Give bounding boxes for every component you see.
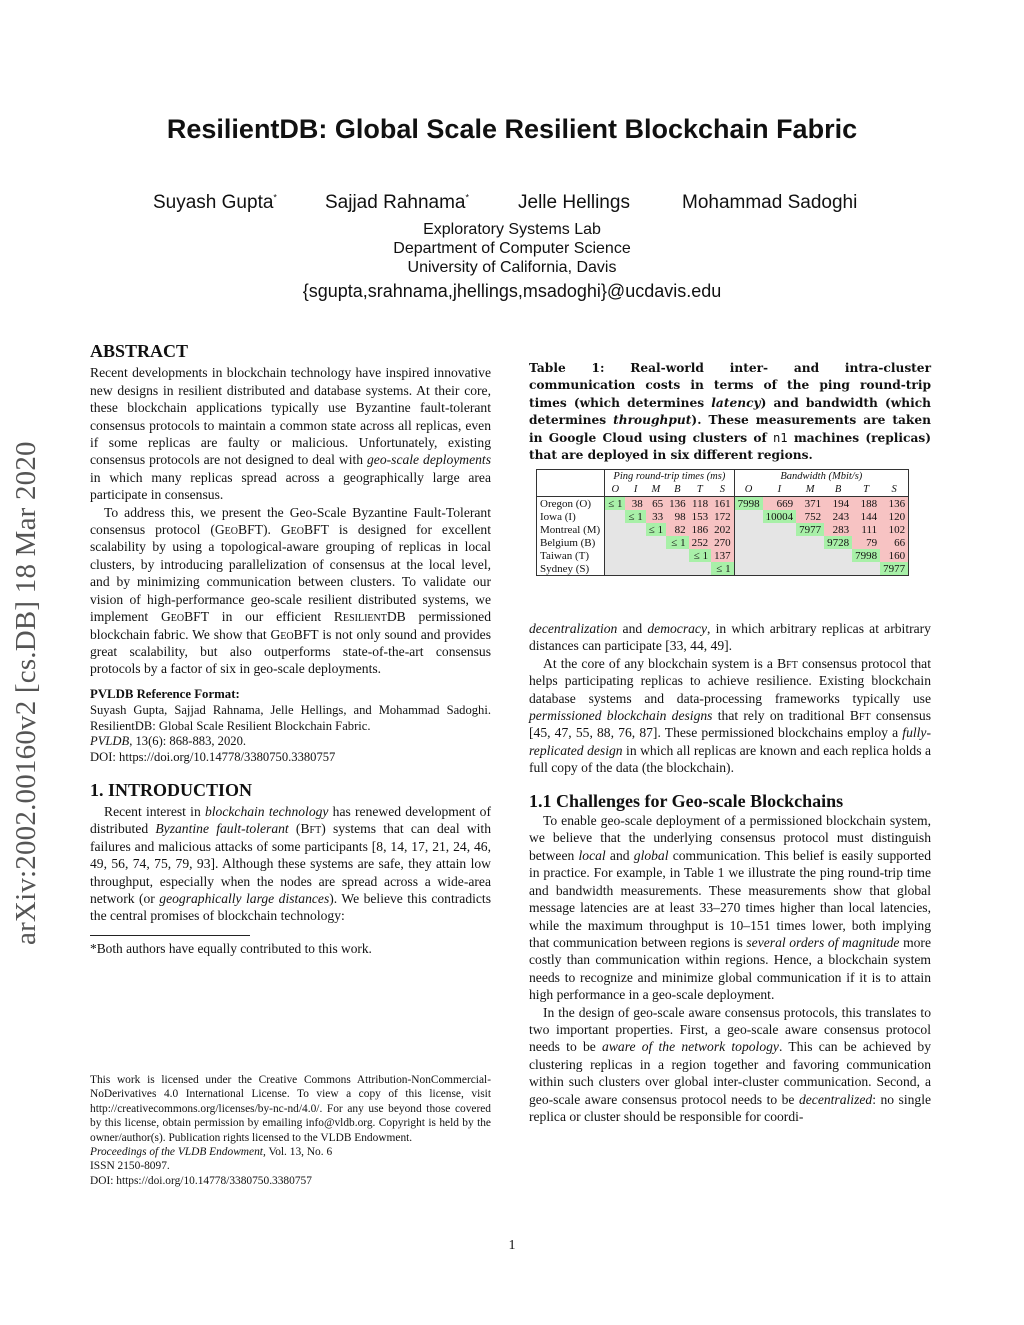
ping-cell <box>646 549 666 562</box>
ping-group-header: Ping round-trip times (ms) <box>605 470 734 484</box>
row-label: Sydney (S) <box>537 562 605 576</box>
section-1-1-heading: 1.1 Challenges for Geo-scale Blockchains <box>529 790 844 811</box>
introduction-paragraph: Recent interest in blockchain technology has renewed development of distributed Byzantine fault-tolerant (Bft) systems that can deal with failures and malicious attacks of some participants [8, 14, 17, 21, 24, 46, 49, 56, 74, 75, 79, 93]. Although these systems are safe, they attain low throughput, especially when the nodes are spread across a wide-area network (or geographically large distances). We believe this contradicts the central promises of blockchain technology: <box>90 803 491 924</box>
ping-col-header: M <box>651 484 661 495</box>
ping-cell <box>625 536 645 549</box>
ping-cell: 136 <box>666 497 689 511</box>
bandwidth-cell <box>796 549 824 562</box>
bandwidth-cell: 243 <box>824 510 852 523</box>
bandwidth-cell: 160 <box>880 549 909 562</box>
bandwidth-cell: 102 <box>880 523 909 536</box>
ping-cell: 153 <box>689 510 712 523</box>
ping-cell <box>625 562 645 576</box>
ping-cell: 98 <box>666 510 689 523</box>
ping-cell: 118 <box>689 497 712 511</box>
bandwidth-cell <box>734 549 763 562</box>
ping-cell <box>666 549 689 562</box>
bandwidth-cell: 194 <box>824 497 852 511</box>
bandwidth-cell: 144 <box>852 510 880 523</box>
ping-cell <box>666 562 689 576</box>
bandwidth-cell: 188 <box>852 497 880 511</box>
ping-cell <box>625 549 645 562</box>
author-4: Mohammad Sadoghi <box>682 192 858 213</box>
ping-cell: ≤ 1 <box>646 523 666 536</box>
ping-cell: 65 <box>646 497 666 511</box>
bandwidth-cell: 7998 <box>734 497 763 511</box>
ping-cell <box>605 523 626 536</box>
table-1 <box>536 469 909 576</box>
ping-cell <box>646 562 666 576</box>
ping-cell <box>646 536 666 549</box>
ping-cell <box>605 510 626 523</box>
pvldb-heading: PVLDB Reference Format: <box>90 686 240 701</box>
arxiv-identifier: arXiv:2002.00160v2 [cs.DB] 18 Mar 2020 <box>10 441 42 945</box>
row-label: Oregon (O) <box>537 497 605 511</box>
ping-cell: 186 <box>689 523 712 536</box>
bandwidth-cell: 79 <box>852 536 880 549</box>
bandwidth-col-header: O <box>744 484 753 495</box>
table-row <box>537 510 909 523</box>
author-2: Sajjad Rahnama* <box>325 192 469 213</box>
introduction-heading: 1. INTRODUCTION <box>90 779 253 800</box>
bandwidth-cell <box>734 523 763 536</box>
right-paragraph-1: decentralization and democracy, in which arbitrary replicas at arbitrary distances can participate [33, 44, 49]. <box>529 621 931 654</box>
right-paragraph-4: In the design of geo-scale aware consensus protocols, this translates to two important properties. First, a geo-scale aware consensus protocol needs to be aware of the network topology. This can be achieved by clustering replicas in a region together and favoring communication within such clusters over global inter-cluster communication. Second, a geo-scale aware consensus protocol needs to be decentralized: no single replica or cluster should be responsible for coordi- <box>529 1004 931 1124</box>
right-paragraph-3: To enable geo-scale deployment of a permissioned blockchain system, we believe that the underlying consensus protocol must distinguish between local and global communication. This belief is easily supported in practice. For example, in Table 1 we illustrate the ping round-trip time and bandwidth measurements. These measurements show that global message latencies are at least 33–270 times higher than local latencies, while the maximum throughput is 10–151 times lower, both implying that communication between regions is several orders of magnitude more costly than communication within regions. Hence, a blockchain system needs to recognize and minimize global communication if it is to attain high performance in a geo-scale deployment. <box>529 813 932 1003</box>
footnote: *Both authors have equally contributed to this work. <box>90 940 372 956</box>
ping-cell: ≤ 1 <box>666 536 689 549</box>
ping-cell <box>605 562 626 576</box>
ping-col-header: O <box>611 484 620 495</box>
bandwidth-cell: 136 <box>880 497 909 511</box>
bandwidth-cell: 669 <box>763 497 797 511</box>
bandwidth-cell <box>824 549 852 562</box>
bandwidth-cell: 66 <box>880 536 909 549</box>
ping-col-header: T <box>696 484 703 495</box>
ping-cell <box>605 549 626 562</box>
paper-title: ResilientDB: Global Scale Resilient Blockchain Fabric <box>166 114 858 144</box>
bandwidth-cell <box>852 562 880 576</box>
bandwidth-col-header: T <box>863 484 869 495</box>
bandwidth-cell <box>763 562 797 576</box>
table-caption: Table 1: Real-world inter- and intra-cluster communication costs in terms of the ping round-trip times (which determines latency) and bandwidth (which determines throughput). These measurements are taken in Google Cloud using clusters of n1 machines (replicas) that are deployed in six different regions. <box>529 361 931 463</box>
table-row <box>537 536 909 549</box>
bandwidth-cell: 120 <box>880 510 909 523</box>
ping-cell: ≤ 1 <box>711 562 734 576</box>
ping-cell: 172 <box>711 510 734 523</box>
bandwidth-col-header: I <box>777 484 782 495</box>
author-1: Suyash Gupta* <box>153 192 277 213</box>
page-number: 1 <box>508 1238 516 1253</box>
bandwidth-cell <box>734 562 763 576</box>
ping-col-header: B <box>674 484 681 495</box>
ping-cell: ≤ 1 <box>625 510 645 523</box>
bandwidth-cell: 7977 <box>796 523 824 536</box>
pvldb-reference: Suyash Gupta, Sajjad Rahnama, Jelle Hellings, and Mohammad Sadoghi. ResilientDB: Global Scale Resilient Blockchain Fabric. PVLDB, 13(6): 868-883, 2020. DOI: https://doi.org/10.14778/3380750.3380757 <box>90 703 491 764</box>
bandwidth-cell: 7998 <box>852 549 880 562</box>
table-row <box>537 562 909 576</box>
ping-cell: 161 <box>711 497 734 511</box>
ping-cell: 202 <box>711 523 734 536</box>
ping-cell <box>689 562 712 576</box>
abstract-heading: ABSTRACT <box>90 341 189 361</box>
cost-table <box>536 469 909 576</box>
footnote-rule <box>90 935 250 936</box>
row-label: Belgium (B) <box>537 536 605 549</box>
bandwidth-cell: 752 <box>796 510 824 523</box>
bandwidth-cell <box>734 536 763 549</box>
ping-cell: ≤ 1 <box>689 549 712 562</box>
table-row <box>537 523 909 536</box>
ping-cell: 270 <box>711 536 734 549</box>
row-label: Montreal (M) <box>537 523 605 536</box>
license-block: This work is licensed under the Creative Commons Attribution-NonCommercial-NoDerivatives 4.0 International License. To view a copy of this license, visit http://creativecommons.org/licenses/by-nc-nd/4.0/. For any use beyond those covered by this license, obtain permission by emailing info@vldb.org. Copyright is held by the owner/author(s). Publication rights licensed to the VLDB Endowment. Proceedings of the VLDB Endowment, Vol. 13, No. 6 ISSN 2150-8097. DOI: https://doi.org/10.14778/3380750.3380757 <box>90 1074 491 1187</box>
ping-cell: 252 <box>689 536 712 549</box>
author-emails: {sgupta,srahnama,jhellings,msadoghi}@ucdavis.edu <box>302 281 722 301</box>
bandwidth-cell <box>763 536 797 549</box>
bandwidth-col-header: M <box>805 484 815 495</box>
row-label: Iowa (I) <box>537 510 605 523</box>
ping-cell <box>605 536 626 549</box>
ping-cell <box>625 523 645 536</box>
right-paragraph-2: At the core of any blockchain system is a Bft consensus protocol that helps participating replicas to achieve resilience. Existing blockchain database systems and data-processing frameworks typically use permissioned blockchain designs that rely on traditional Bft consensus [45, 47, 55, 88, 76, 87]. These permissioned blockchains employ a fully-replicated design in which all replicas are known and each replica holds a full copy of the data (the blockchain). <box>529 655 932 776</box>
ping-col-header: I <box>633 484 638 495</box>
bandwidth-cell <box>763 549 797 562</box>
bandwidth-cell <box>796 562 824 576</box>
right-column <box>529 620 931 1125</box>
bandwidth-cell: 111 <box>852 523 880 536</box>
abstract-paragraph-1: Recent developments in blockchain technology have inspired innovative new designs in resilient distributed and database systems. At their core, these blockchain applications typically use Byzantine fault-tolerant consensus protocols to maintain a common state across all replicas, even if some replicas are faulty or malicious. Unfortunately, existing consensus protocols are not designed to deal with geo-scale deployments in which many replicas spread across a geographically large area participate in consensus. <box>90 365 491 503</box>
author-3: Jelle Hellings <box>518 192 630 213</box>
bandwidth-cell: 9728 <box>824 536 852 549</box>
bandwidth-group-header: Bandwidth (Mbit/s) <box>734 470 909 484</box>
table-row <box>537 549 909 562</box>
bandwidth-cell: 283 <box>824 523 852 536</box>
bandwidth-cell <box>734 510 763 523</box>
ping-cell: 82 <box>666 523 689 536</box>
ping-cell: ≤ 1 <box>605 497 626 511</box>
bandwidth-cell <box>763 523 797 536</box>
left-column <box>90 343 491 957</box>
table-row <box>537 497 909 511</box>
affiliation: Exploratory Systems Lab Department of Computer Science University of California, Davis <box>393 221 631 276</box>
ping-cell: 33 <box>646 510 666 523</box>
bandwidth-cell: 10004 <box>763 510 797 523</box>
bandwidth-col-header: S <box>880 483 909 497</box>
bandwidth-cell <box>824 562 852 576</box>
ping-cell: 38 <box>625 497 645 511</box>
abstract-paragraph-2: To address this, we present the Geo-Scale Byzantine Fault-Tolerant consensus protocol (GeoBFT). GeoBFT is designed for excellent scalability by using a topological-aware grouping of replicas in local clusters, by introducing parallelization of consensus at the local level, and by minimizing communication between clusters. To validate our vision of high-performance geo-scale resilient distributed systems, we implement GeoBFT in our efficient ResilientDB permissioned blockchain fabric. We show that GeoBFT is not only sound and provides great scalability, but also outperforms state-of-the-art consensus protocols by a factor of six in geo-scale deployments. <box>90 504 492 677</box>
ping-col-header: S <box>711 483 734 497</box>
row-label: Taiwan (T) <box>537 549 605 562</box>
bandwidth-cell: 371 <box>796 497 824 511</box>
bandwidth-cell <box>796 536 824 549</box>
bandwidth-col-header: B <box>834 484 842 495</box>
ping-cell: 137 <box>711 549 734 562</box>
bandwidth-cell: 7977 <box>880 562 909 576</box>
